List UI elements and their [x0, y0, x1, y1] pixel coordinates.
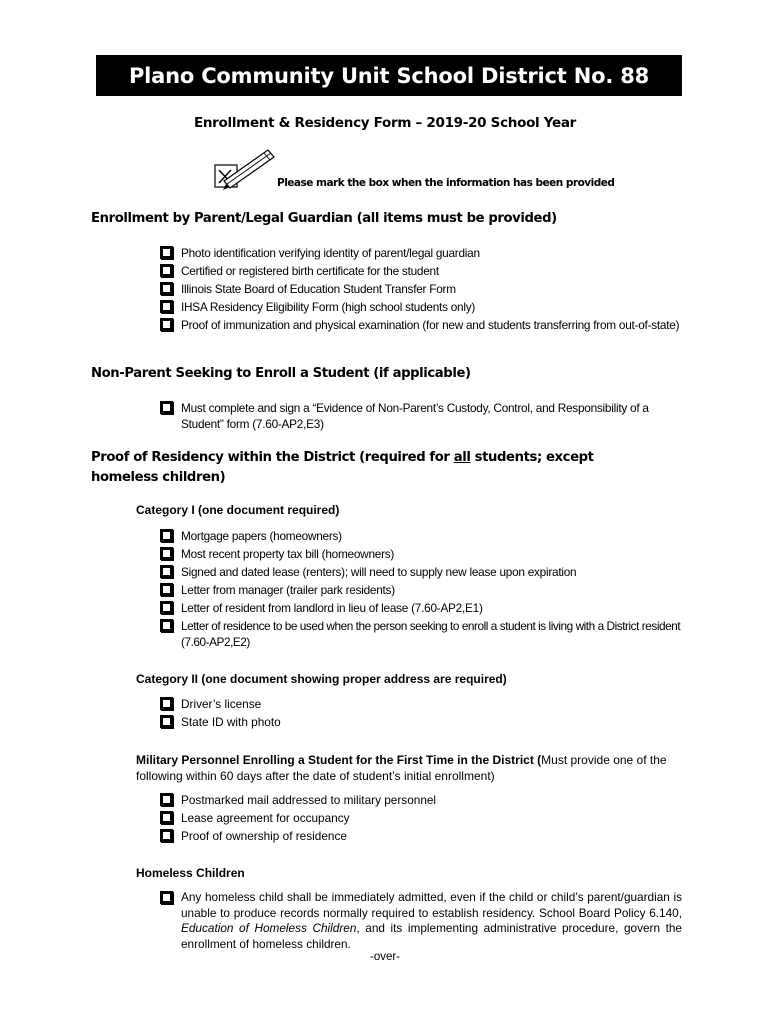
- list-item: Most recent property tax bill (homeowners): [160, 545, 682, 563]
- instruction-text: Please mark the box when the information has been provided: [277, 177, 615, 189]
- category-one-checklist: [160, 527, 682, 650]
- checkbox-pencil-icon: [214, 148, 278, 190]
- list-item: Driver’s license: [160, 695, 682, 713]
- list-item: Proof of ownership of residence: [160, 827, 682, 845]
- list-item: Lease agreement for occupancy: [160, 809, 682, 827]
- title-banner: [96, 55, 682, 96]
- checkbox[interactable]: [160, 300, 173, 313]
- list-item: Postmarked mail addressed to military personnel: [160, 791, 682, 809]
- checkbox[interactable]: [160, 697, 173, 710]
- checkbox[interactable]: [160, 619, 173, 632]
- non-parent-checklist: [160, 400, 682, 432]
- enrollment-checklist: [160, 244, 682, 333]
- list-item: Must complete and sign a “Evidence of Non-Parent’s Custody, Control, and Responsibility of a Student” form (7.60-AP2,E3): [160, 400, 682, 432]
- enrollment-heading: Enrollment by Parent/Legal Guardian (all items must be provided): [91, 211, 557, 226]
- non-parent-heading: Non-Parent Seeking to Enroll a Student (if applicable): [91, 366, 471, 381]
- list-item: Letter from manager (trailer park residents): [160, 581, 682, 599]
- checkbox[interactable]: [160, 318, 173, 331]
- list-item: Illinois State Board of Education Student Transfer Form: [160, 280, 682, 298]
- category-two-title: Category II (one document showing proper address are required): [136, 672, 507, 686]
- district-title: Plano Community Unit School District No. 88: [128, 63, 650, 88]
- checkbox[interactable]: [160, 793, 173, 806]
- military-checklist: [160, 791, 682, 845]
- list-item: Letter of residence to be used when the person seeking to enroll a student is living with a District resident (7.60-AP2,E2): [160, 618, 682, 650]
- category-two-checklist: [160, 695, 682, 731]
- checkbox[interactable]: [160, 601, 173, 614]
- checkbox[interactable]: [160, 401, 173, 414]
- military-title: Military Personnel Enrolling a Student for the First Time in the District (Must provide one of the following within 60 days after the date of student’s initial enrollment): [136, 753, 667, 783]
- list-item: State ID with photo: [160, 713, 682, 731]
- list-item: Any homeless child shall be immediately admitted, even if the child or child’s parent/guardian is unable to produce records normally required to establish residency. School Board Policy 6.140, Education of Homeless Children, and its implementing administrative procedure, govern the enrollment of homeless children.: [160, 890, 682, 952]
- checkbox[interactable]: [160, 829, 173, 842]
- residency-heading: Proof of Residency within the District (required for all students; except homeless children): [91, 450, 594, 485]
- over-indicator: -over-: [369, 951, 401, 963]
- checkbox[interactable]: [160, 246, 173, 259]
- list-item: Certified or registered birth certificate for the student: [160, 262, 682, 280]
- checkbox[interactable]: [160, 583, 173, 596]
- checkbox[interactable]: [160, 811, 173, 824]
- list-item: IHSA Residency Eligibility Form (high school students only): [160, 298, 682, 316]
- checkbox[interactable]: [160, 715, 173, 728]
- checkbox[interactable]: [160, 891, 173, 904]
- checkbox[interactable]: [160, 529, 173, 542]
- list-item: Signed and dated lease (renters); will need to supply new lease upon expiration: [160, 563, 682, 581]
- category-one-title: Category I (one document required): [136, 503, 340, 517]
- checkbox[interactable]: [160, 282, 173, 295]
- form-subtitle: Enrollment & Residency Form – 2019-20 School Year: [193, 115, 577, 131]
- checkbox[interactable]: [160, 565, 173, 578]
- list-item: Photo identification verifying identity of parent/legal guardian: [160, 244, 682, 262]
- list-item: Mortgage papers (homeowners): [160, 527, 682, 545]
- checkbox[interactable]: [160, 264, 173, 277]
- list-item: Proof of immunization and physical examination (for new and students transferring from out-of-state): [160, 317, 682, 333]
- checkbox[interactable]: [160, 547, 173, 560]
- homeless-title: Homeless Children: [136, 866, 245, 880]
- homeless-checklist: [160, 890, 682, 952]
- list-item: Letter of resident from landlord in lieu of lease (7.60-AP2,E1): [160, 599, 682, 617]
